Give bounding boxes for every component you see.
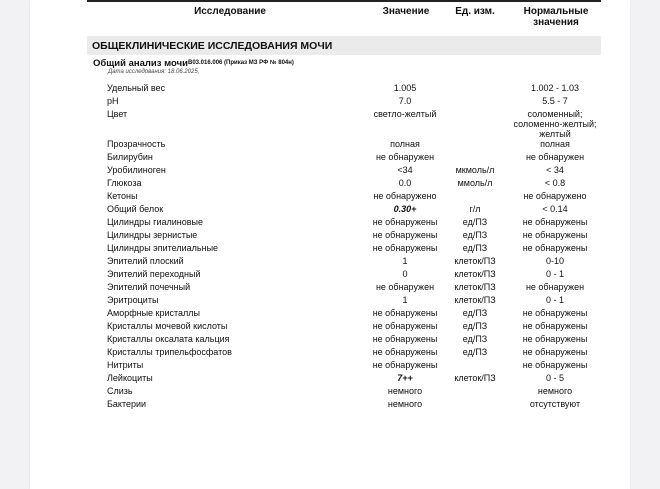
row-norm: < 0.8 bbox=[544, 178, 566, 188]
row-value: 1 bbox=[402, 256, 408, 266]
row-value: не обнаружен bbox=[375, 282, 435, 292]
row-norm: отсутствуют bbox=[529, 399, 581, 409]
column-header-norm bbox=[510, 6, 602, 28]
row-norm: не обнаружены bbox=[522, 347, 588, 357]
row-norm: не обнаружены bbox=[522, 334, 588, 344]
row-test-name: Эпителий переходный bbox=[107, 269, 201, 279]
row-value: немного bbox=[387, 399, 423, 409]
row-value: светло-желтый bbox=[373, 109, 437, 119]
row-test-name: Прозрачность bbox=[107, 139, 166, 149]
row-norm: полная bbox=[540, 139, 570, 149]
row-value: 0.0 bbox=[398, 178, 412, 188]
row-value: 1 bbox=[402, 295, 408, 305]
row-value: 0.30+ bbox=[393, 204, 417, 214]
row-unit: ед/ПЗ bbox=[462, 347, 488, 357]
row-test-name: Билирубин bbox=[107, 152, 153, 162]
row-test-name: Цилиндры гиалиновые bbox=[107, 217, 203, 227]
column-header-unit: Ед. изм. bbox=[455, 6, 495, 17]
row-norm: не обнаружены bbox=[522, 243, 588, 253]
row-norm: 5.5 - 7 bbox=[542, 96, 568, 106]
row-test-name: Лейкоциты bbox=[107, 373, 153, 383]
row-value: не обнаружены bbox=[372, 243, 438, 253]
row-value: полная bbox=[390, 139, 420, 149]
row-test-name: Цилиндры эпителиальные bbox=[107, 243, 219, 253]
row-test-name: Эритроциты bbox=[107, 295, 159, 305]
row-unit: ед/ПЗ bbox=[462, 308, 488, 318]
row-value: не обнаружены bbox=[372, 347, 438, 357]
row-test-name: Уробилиноген bbox=[107, 165, 166, 175]
table-top-border bbox=[87, 0, 601, 2]
row-value: не обнаружены bbox=[372, 360, 438, 370]
row-test-name: Цвет bbox=[107, 109, 128, 119]
column-header-norm-line1: Нормальные bbox=[523, 6, 589, 17]
row-test-name: Аморфные кристаллы bbox=[107, 308, 201, 318]
row-norm: 0 - 1 bbox=[545, 295, 564, 305]
row-value: не обнаружено bbox=[373, 191, 437, 201]
row-value: <34 bbox=[397, 165, 413, 175]
row-test-name: Эпителий почечный bbox=[107, 282, 191, 292]
analysis-date: Дата исследования: 18.06.2025, bbox=[108, 69, 200, 75]
row-test-name: Кристаллы оксалата кальция bbox=[107, 334, 230, 344]
row-test-name: Эпителий плоский bbox=[107, 256, 184, 266]
row-test-name: Цилиндры зернистые bbox=[107, 230, 198, 240]
row-norm: не обнаружен bbox=[525, 282, 585, 292]
row-norm: соломенный; соломенно-желтый; желтый bbox=[513, 109, 597, 139]
row-norm: < 0.14 bbox=[542, 204, 568, 214]
row-test-name: Кетоны bbox=[107, 191, 138, 201]
row-value: 0 bbox=[402, 269, 408, 279]
row-unit: ммоль/л bbox=[457, 178, 493, 188]
row-unit: клеток/ПЗ bbox=[454, 295, 496, 305]
section-title: ОБЩЕКЛИНИЧЕСКИЕ ИССЛЕДОВАНИЯ МОЧИ bbox=[92, 40, 333, 52]
row-value: 7++ bbox=[397, 373, 413, 383]
row-test-name: Нитриты bbox=[107, 360, 144, 370]
row-value: не обнаружены bbox=[372, 217, 438, 227]
row-value: не обнаружены bbox=[372, 308, 438, 318]
row-norm: не обнаружены bbox=[522, 217, 588, 227]
column-header-value: Значение bbox=[382, 6, 430, 17]
row-value: 1.005 bbox=[393, 83, 417, 93]
row-value: не обнаружен bbox=[375, 152, 435, 162]
row-norm: 0 - 5 bbox=[545, 373, 564, 383]
row-value: немного bbox=[387, 386, 423, 396]
row-test-name: Слизь bbox=[107, 386, 133, 396]
row-unit: клеток/ПЗ bbox=[454, 373, 496, 383]
row-test-name: Общий белок bbox=[107, 204, 164, 214]
column-header-test: Исследование bbox=[194, 6, 266, 17]
row-norm: не обнаружены bbox=[522, 308, 588, 318]
row-value: не обнаружены bbox=[372, 321, 438, 331]
column-header-norm-line2: значения bbox=[533, 17, 579, 28]
row-unit: ед/ПЗ bbox=[462, 217, 488, 227]
row-unit: ед/ПЗ bbox=[462, 321, 488, 331]
analysis-title: Общий анализ мочи bbox=[93, 58, 188, 69]
row-unit: ед/ПЗ bbox=[462, 334, 488, 344]
row-norm: 0 - 1 bbox=[545, 269, 564, 279]
row-norm: не обнаружен bbox=[525, 152, 585, 162]
row-unit: ед/ПЗ bbox=[462, 230, 488, 240]
row-norm: не обнаружено bbox=[523, 191, 587, 201]
row-norm: не обнаружены bbox=[522, 230, 588, 240]
row-test-name: Глюкоза bbox=[107, 178, 142, 188]
row-test-name: Кристаллы мочевой кислоты bbox=[107, 321, 228, 331]
row-unit: мкмоль/л bbox=[455, 165, 495, 175]
row-norm: 0-10 bbox=[545, 256, 564, 266]
row-value: не обнаружены bbox=[372, 334, 438, 344]
row-unit: клеток/ПЗ bbox=[454, 282, 496, 292]
row-value: 7.0 bbox=[398, 96, 412, 106]
row-unit: клеток/ПЗ bbox=[454, 256, 496, 266]
row-test-name: Бактерии bbox=[107, 399, 147, 409]
row-unit: ед/ПЗ bbox=[462, 243, 488, 253]
row-test-name: pH bbox=[107, 96, 119, 106]
row-norm: немного bbox=[537, 386, 573, 396]
row-norm: не обнаружены bbox=[522, 321, 588, 331]
analysis-code: B03.016.006 (Приказ МЗ РФ № 804н) bbox=[188, 60, 294, 66]
row-unit: клеток/ПЗ bbox=[454, 269, 496, 279]
row-test-name: Кристаллы трипельфосфатов bbox=[107, 347, 232, 357]
row-norm: не обнаружены bbox=[522, 360, 588, 370]
row-unit: г/л bbox=[469, 204, 481, 214]
row-value: не обнаружены bbox=[372, 230, 438, 240]
row-norm: < 34 bbox=[546, 165, 564, 175]
row-norm: 1.002 - 1.03 bbox=[530, 83, 580, 93]
row-test-name: Удельный вес bbox=[107, 83, 166, 93]
